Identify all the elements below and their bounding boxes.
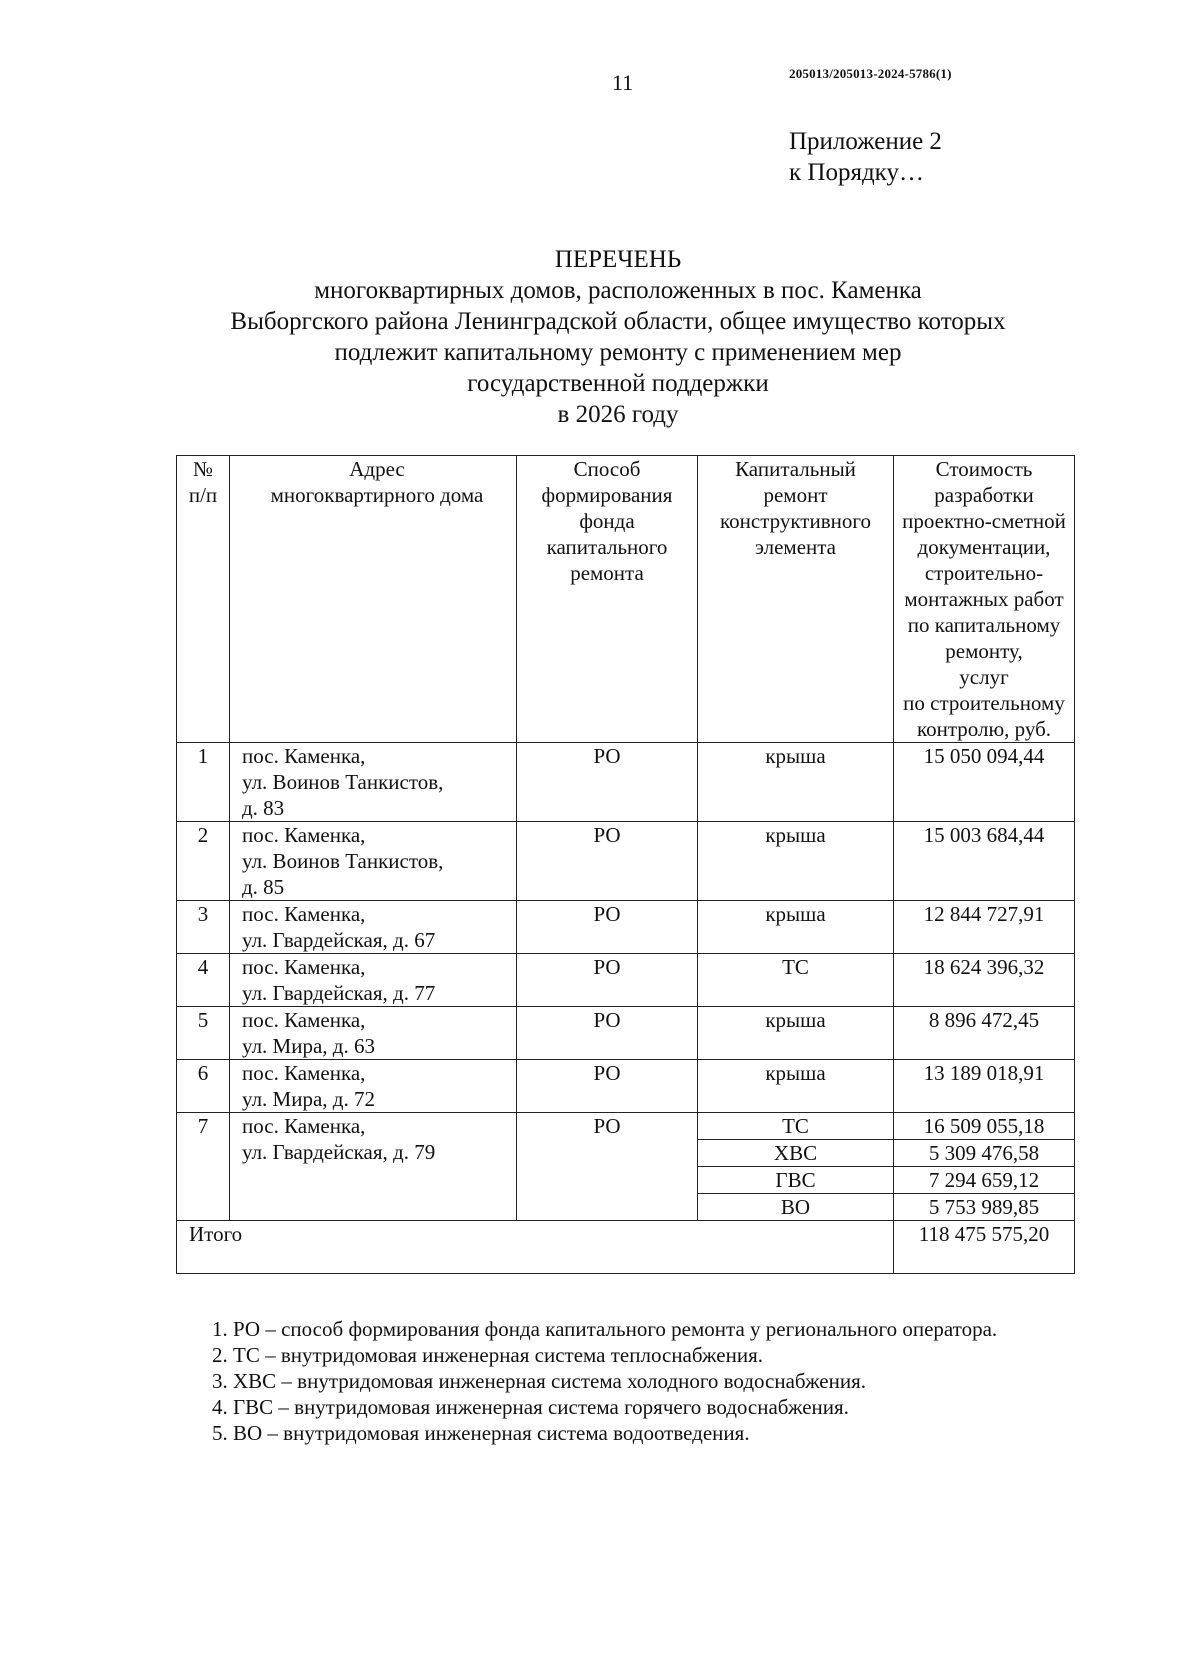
cell-cost: 7 294 659,12 <box>894 1167 1075 1194</box>
table-row <box>177 822 1075 901</box>
table-row <box>177 743 1075 822</box>
header-text: контролю, руб. <box>916 717 1052 741</box>
title-line: в 2026 году <box>557 401 679 428</box>
cell-address <box>230 901 517 954</box>
document-code: 205013/205013-2024-5786(1) <box>789 66 952 81</box>
cell-method: РО <box>517 1007 698 1060</box>
header-text: конструктивного <box>720 509 871 533</box>
document-title <box>180 244 1056 430</box>
cell-cost: 13 189 018,91 <box>894 1060 1075 1113</box>
header-method <box>517 456 698 743</box>
address-line: ул. Воинов Танкистов, <box>242 770 444 794</box>
address-line: д. 85 <box>242 875 285 899</box>
title-line: подлежит капитальному ремонту с применением мер <box>334 339 902 366</box>
header-text: строительно- <box>924 561 1044 585</box>
cell-address <box>230 1007 517 1060</box>
footnote: 4. ГВС – внутридомовая инженерная система горячего водоснабжения. <box>212 1395 849 1419</box>
footnote: 5. ВО – внутридомовая инженерная система водоотведения. <box>212 1421 750 1445</box>
table-row <box>177 1113 1075 1140</box>
cell-element: ВО <box>698 1194 894 1221</box>
header-text: документации, <box>917 535 1051 559</box>
cell-cost: 15 050 094,44 <box>894 743 1075 822</box>
cell-element: ХВС <box>698 1140 894 1167</box>
header-text: элемента <box>754 535 837 559</box>
header-address <box>230 456 517 743</box>
cell-element: крыша <box>698 1060 894 1113</box>
cell-method: РО <box>517 743 698 822</box>
header-text: формирования <box>541 483 673 507</box>
table-row <box>177 954 1075 1007</box>
header-text: ремонту, <box>945 639 1023 663</box>
header-text: многоквартирного дома <box>270 483 484 507</box>
address-line: пос. Каменка, <box>242 955 366 979</box>
address-line: пос. Каменка, <box>242 1114 366 1138</box>
cell-cost: 16 509 055,18 <box>894 1113 1075 1140</box>
total-value: 118 475 575,20 <box>894 1221 1075 1274</box>
cell-num: 2 <box>177 822 230 901</box>
cell-cost: 15 003 684,44 <box>894 822 1075 901</box>
header-text: монтажных работ <box>904 587 1064 611</box>
page-number: 11 <box>612 70 634 95</box>
footnote: 1. РО – способ формирования фонда капитального ремонта у регионального оператора. <box>212 1317 998 1341</box>
header-text: Стоимость <box>935 457 1033 481</box>
cell-method: РО <box>517 1060 698 1113</box>
address-line: пос. Каменка, <box>242 744 366 768</box>
cell-element: крыша <box>698 901 894 954</box>
table-total-row <box>177 1221 1075 1274</box>
houses-table <box>176 455 1075 1274</box>
cell-method: РО <box>517 822 698 901</box>
cell-address <box>230 743 517 822</box>
footnote: 3. ХВС – внутридомовая инженерная система холодного водоснабжения. <box>212 1369 867 1393</box>
address-line: пос. Каменка, <box>242 823 366 847</box>
header-text: капитального <box>546 535 668 559</box>
footnotes <box>188 1316 1060 1446</box>
table-header-row <box>177 456 1075 743</box>
cell-num: 3 <box>177 901 230 954</box>
cell-num: 1 <box>177 743 230 822</box>
cell-element: ТС <box>698 1113 894 1140</box>
cell-cost: 5 753 989,85 <box>894 1194 1075 1221</box>
title-line: государственной поддержки <box>467 370 769 397</box>
appendix-reference <box>789 126 942 188</box>
footnote: 2. ТС – внутридомовая инженерная система теплоснабжения. <box>212 1343 763 1367</box>
appendix-line: Приложение 2 <box>789 128 942 155</box>
cell-method: РО <box>517 1113 698 1221</box>
cell-element: ГВС <box>698 1167 894 1194</box>
cell-num: 6 <box>177 1060 230 1113</box>
header-text: Капитальный <box>735 457 856 481</box>
address-line: пос. Каменка, <box>242 1061 366 1085</box>
address-line: ул. Гвардейская, д. 79 <box>242 1140 436 1164</box>
cell-num: 5 <box>177 1007 230 1060</box>
cell-cost: 5 309 476,58 <box>894 1140 1075 1167</box>
cell-address <box>230 954 517 1007</box>
header-text: ремонт <box>763 483 828 507</box>
cell-address <box>230 822 517 901</box>
title-line: Выборгского района Ленинградской области, общее имущество которых <box>230 308 1006 335</box>
header-text: по капитальному <box>907 613 1061 637</box>
cell-cost: 12 844 727,91 <box>894 901 1075 954</box>
table-row <box>177 1060 1075 1113</box>
cell-address <box>230 1060 517 1113</box>
cell-element: крыша <box>698 822 894 901</box>
appendix-line: к Порядку… <box>789 159 924 186</box>
address-line: ул. Мира, д. 72 <box>242 1087 375 1111</box>
cell-num: 4 <box>177 954 230 1007</box>
cell-cost: 8 896 472,45 <box>894 1007 1075 1060</box>
cell-element: крыша <box>698 743 894 822</box>
cell-num: 7 <box>177 1113 230 1221</box>
title-line: многоквартирных домов, расположенных в пос. Каменка <box>314 277 922 304</box>
header-text: услуг <box>959 665 1009 689</box>
header-cost <box>894 456 1075 743</box>
table-row <box>177 901 1075 954</box>
header-text: № <box>192 457 214 481</box>
header-text: фонда <box>579 509 635 533</box>
address-line: ул. Воинов Танкистов, <box>242 849 444 873</box>
header-text: проектно-сметной <box>902 509 1066 533</box>
address-line: ул. Гвардейская, д. 67 <box>242 928 436 952</box>
cell-element: крыша <box>698 1007 894 1060</box>
title-heading: ПЕРЕЧЕНЬ <box>554 246 682 273</box>
total-label: Итого <box>177 1221 894 1274</box>
header-text: Адрес <box>349 457 405 481</box>
address-line: ул. Гвардейская, д. 77 <box>242 981 436 1005</box>
cell-method: РО <box>517 901 698 954</box>
header-text: разработки <box>934 483 1034 507</box>
address-line: ул. Мира, д. 63 <box>242 1034 375 1058</box>
header-text: по строительному <box>903 691 1065 715</box>
address-line: д. 83 <box>242 796 285 820</box>
header-element <box>698 456 894 743</box>
cell-method: РО <box>517 954 698 1007</box>
table-row <box>177 1007 1075 1060</box>
header-text: Способ <box>573 457 641 481</box>
header-text: ремонта <box>570 561 644 585</box>
header-num <box>177 456 230 743</box>
cell-address <box>230 1113 517 1221</box>
cell-cost: 18 624 396,32 <box>894 954 1075 1007</box>
header-text: п/п <box>188 483 218 507</box>
address-line: пос. Каменка, <box>242 1008 366 1032</box>
address-line: пос. Каменка, <box>242 902 366 926</box>
cell-element: ТС <box>698 954 894 1007</box>
